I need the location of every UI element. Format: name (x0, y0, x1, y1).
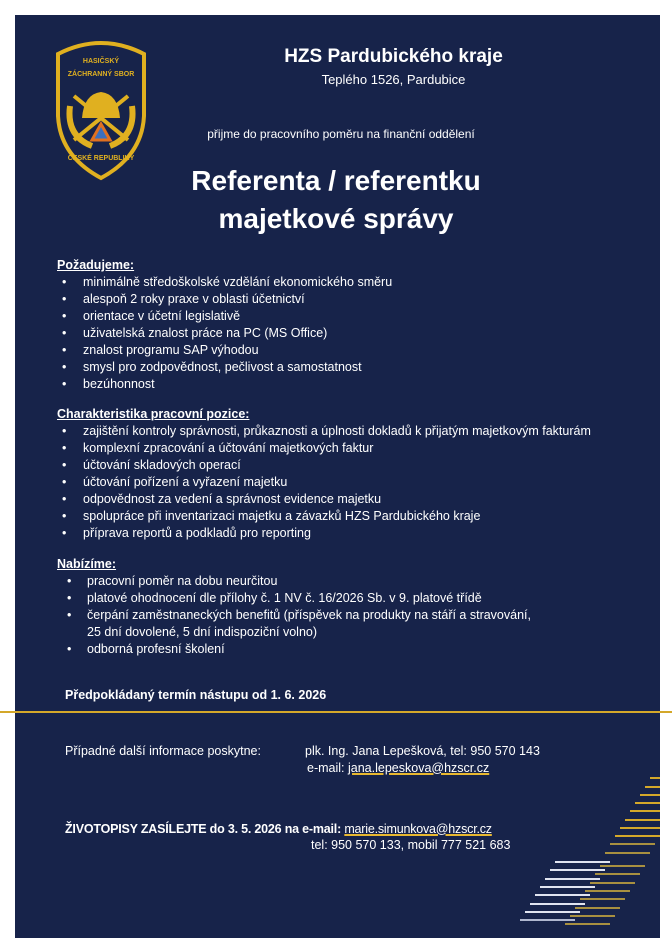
job-title-line-2: majetkové správy (218, 203, 454, 234)
section-heading: Požadujeme: (57, 258, 135, 272)
list-item-text-continued: 25 dní dovolené, 5 dní indispoziční volno) (87, 625, 318, 639)
job-title-line-1: Referenta / referentku (191, 165, 481, 196)
position-section (57, 406, 591, 542)
contact-label: Případné další informace poskytne: (65, 744, 261, 758)
organization-name: HZS Pardubického kraje (284, 46, 503, 67)
list-item: • orientace v účetní legislativě (57, 308, 392, 325)
list-item: • uživatelská znalost práce na PC (MS Office) (57, 325, 392, 342)
list-item: • účtování pořízení a vyřazení majetku (57, 474, 591, 491)
list-item: • příprava reportů a podkladů pro reporting (57, 525, 591, 542)
list-item: • odpovědnost za vedení a správnost evidence majetku (57, 491, 591, 508)
cv-email-link[interactable]: marie.simunkova@hzscr.cz (344, 822, 492, 836)
list-item: • bezúhonnost (57, 376, 392, 393)
list-item: • alespoň 2 roky praxe v oblasti účetnictví (57, 291, 392, 308)
email-label: e-mail: (307, 761, 345, 775)
list-item: • odborná profesní školení (57, 641, 531, 658)
requirements-section (57, 257, 392, 393)
svg-text:ČESKÉ REPUBLIKY: ČESKÉ REPUBLIKY (67, 155, 135, 162)
list-item: • komplexní zpracování a účtování majetkových faktur (57, 440, 591, 457)
list-item: • znalost programu SAP výhodou (57, 342, 392, 359)
cv-instructions (65, 822, 492, 836)
list-item: • smysl pro zodpovědnost, pečlivost a samostatnost (57, 359, 392, 376)
decorative-stripes (510, 770, 660, 935)
list-item-text: čerpání zaměstnaneckých benefitů (příspěvek na produkty na stáří a stravování, (87, 608, 531, 622)
cv-phone: tel: 950 570 133, mobil 777 521 683 (311, 838, 511, 852)
contact-email-line (307, 761, 489, 775)
section-heading: Nabízíme: (57, 557, 117, 571)
divider-line (0, 711, 672, 713)
list-item: • účtování skladových operací (57, 457, 591, 474)
list-item: • zajištění kontroly správnosti, průkaznosti a úplnosti dokladů k přijatým majetkovým fakturám (57, 423, 591, 440)
list-item: • platové ohodnocení dle přílohy č. 1 NV č. 16/2026 Sb. v 9. platové třídě (57, 590, 531, 607)
offer-section (57, 556, 531, 658)
list-item: • spolupráce při inventarizaci majetku a závazků HZS Pardubického kraje (57, 508, 591, 525)
svg-text:ZÁCHRANNÝ SBOR: ZÁCHRANNÝ SBOR (67, 71, 135, 78)
intro-text: přijme do pracovního poměru na finanční oddělení (207, 127, 475, 141)
contact-email-link[interactable]: jana.lepeskova@hzscr.cz (348, 761, 490, 775)
list-item: • minimálně středoškolské vzdělání ekonomického směru (57, 274, 392, 291)
cv-text: ŽIVOTOPISY ZASÍLEJTE do 3. 5. 2026 na e-mail: (65, 822, 342, 836)
organization-address: Teplého 1526, Pardubice (321, 72, 466, 87)
start-date: Předpokládaný termín nástupu od 1. 6. 2026 (65, 688, 327, 702)
job-title (0, 162, 672, 238)
svg-text:HASIČSKÝ: HASIČSKÝ (82, 58, 120, 65)
contact-person: plk. Ing. Jana Lepešková, tel: 950 570 143 (305, 744, 540, 758)
section-heading: Charakteristika pracovní pozice: (57, 407, 250, 421)
list-item: • pracovní poměr na dobu neurčitou (57, 573, 531, 590)
list-item (57, 607, 531, 641)
